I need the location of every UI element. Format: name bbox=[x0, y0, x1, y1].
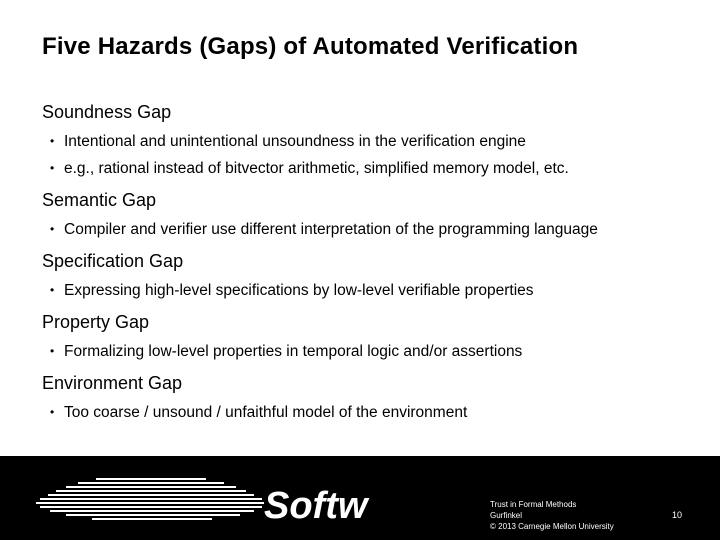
bullet-list bbox=[42, 277, 702, 304]
slide-title: Five Hazards (Gaps) of Automated Verification bbox=[42, 33, 579, 60]
page-number: 10 bbox=[672, 510, 683, 520]
bullet-list bbox=[42, 216, 702, 243]
bullet-list bbox=[42, 399, 702, 426]
footer-copyright: © 2013 Carnegie Mellon University bbox=[490, 522, 614, 531]
section-heading: Specification Gap bbox=[42, 251, 184, 271]
striped-globe-icon bbox=[36, 478, 264, 520]
bullet-text: Too coarse / unsound / unfaithful model of the environment bbox=[64, 404, 468, 421]
footer-author: Gurfinkel bbox=[490, 511, 523, 520]
section-heading: Environment Gap bbox=[42, 373, 183, 393]
bullet-item bbox=[42, 155, 702, 182]
bullet-list bbox=[42, 128, 702, 182]
slide-content bbox=[42, 100, 702, 432]
bullet-text: e.g., rational instead of bitvector arithmetic, simplified memory model, etc. bbox=[64, 160, 569, 177]
bullet-text: Compiler and verifier use different interpretation of the programming language bbox=[64, 221, 598, 238]
bullet-text: Intentional and unintentional unsoundness in the verification engine bbox=[64, 133, 526, 150]
bullet-dot-icon: • bbox=[50, 405, 55, 419]
bullet-item bbox=[42, 399, 702, 426]
section-heading: Property Gap bbox=[42, 312, 150, 332]
sei-logo-text: Softw bbox=[264, 485, 368, 520]
slide-footer bbox=[0, 456, 720, 540]
bullet-list bbox=[42, 338, 702, 365]
sei-logo bbox=[36, 476, 476, 520]
bullet-dot-icon: • bbox=[50, 161, 55, 175]
section-environment-gap bbox=[42, 371, 702, 426]
section-heading: Semantic Gap bbox=[42, 190, 157, 210]
bullet-text: Expressing high-level specifications by low-level verifiable properties bbox=[64, 282, 534, 299]
bullet-dot-icon: • bbox=[50, 134, 55, 148]
bullet-item bbox=[42, 338, 702, 365]
bullet-item bbox=[42, 128, 702, 155]
bullet-dot-icon: • bbox=[50, 283, 55, 297]
bullet-item bbox=[42, 277, 702, 304]
section-soundness-gap bbox=[42, 100, 702, 182]
section-semantic-gap bbox=[42, 188, 702, 243]
bullet-dot-icon: • bbox=[50, 222, 55, 236]
section-property-gap bbox=[42, 310, 702, 365]
bullet-dot-icon: • bbox=[50, 344, 55, 358]
section-specification-gap bbox=[42, 249, 702, 304]
footer-text bbox=[490, 499, 614, 532]
bullet-item bbox=[42, 216, 702, 243]
footer-course-title: Trust in Formal Methods bbox=[490, 500, 577, 509]
section-heading: Soundness Gap bbox=[42, 102, 172, 122]
bullet-text: Formalizing low-level properties in temporal logic and/or assertions bbox=[64, 343, 523, 360]
